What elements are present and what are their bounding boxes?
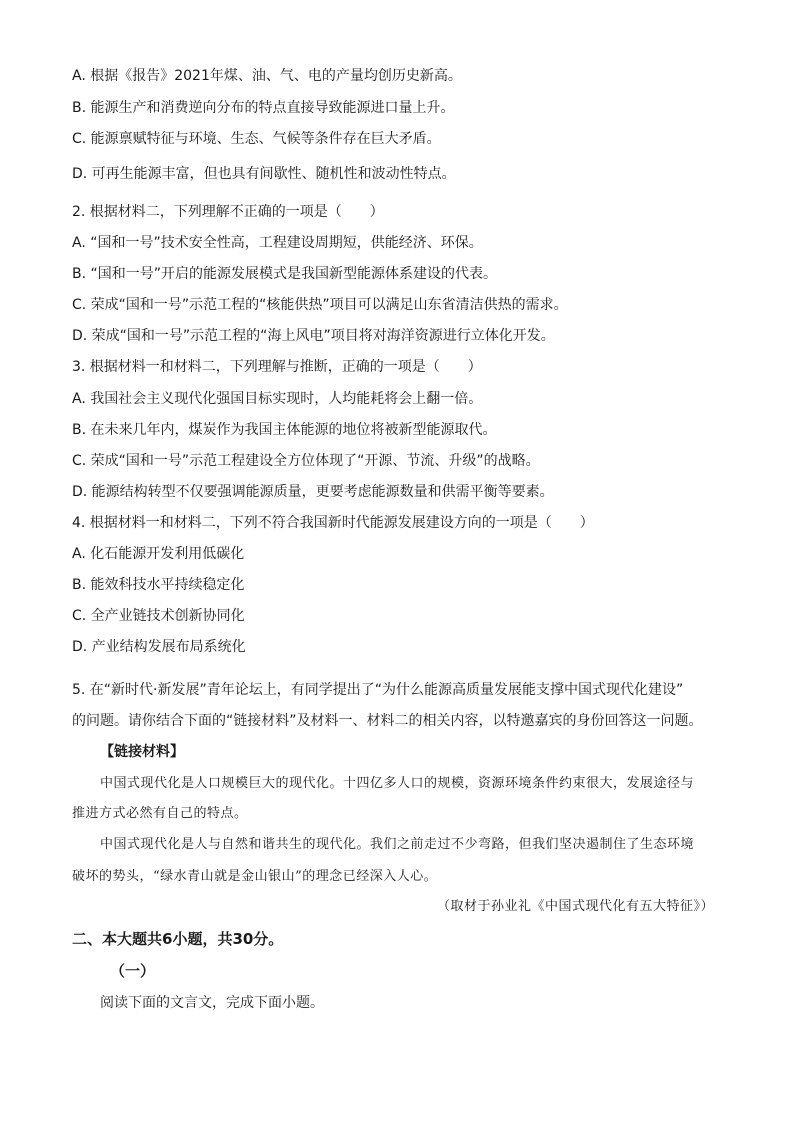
q4-option-d: D. 产业结构发展布局系统化	[72, 639, 246, 655]
q1-option-a: A. 根据《报告》2021年煤、油、气、电的产量均创历史新高。	[72, 68, 462, 84]
q3-option-a: A. 我国社会主义现代化强国目标实现时，人均能耗将会上翻一倍。	[72, 391, 483, 407]
q2-option-d: D. 荣成“国和一号”示范工程的“海上风电”项目将对海洋资源进行立体化开发。	[72, 328, 555, 344]
section2-instruction: 阅读下面的文言文，完成下面小题。	[100, 995, 324, 1011]
q2-option-a: A. “国和一号”技术安全性高，工程建设周期短，供能经济、环保。	[72, 235, 483, 251]
link-para1-line1: 中国式现代化是人口规模巨大的现代化。十四亿多人口的规模，资源环境条件约束很大，发展途径与	[100, 776, 695, 791]
section2-heading: 二、本大题共6小题，共30分。	[72, 930, 284, 948]
q2-option-c: C. 荣成“国和一号”示范工程的“核能供热”项目可以满足山东省清洁供热的需求。	[72, 297, 568, 313]
link-para2-line2: 破坏的势头，“绿水青山就是金山银山”的理念已经深入人心。	[72, 869, 438, 884]
q2-stem: 2. 根据材料二，下列理解不正确的一项是（ ）	[72, 204, 384, 220]
section2-subheading: （一）	[110, 962, 156, 980]
q4-option-b: B. 能效科技水平持续稳定化	[72, 577, 245, 593]
q3-option-c: C. 荣成“国和一号”示范工程建设全方位体现了“开源、节流、升级”的战略。	[72, 453, 540, 469]
q4-stem: 4. 根据材料一和材料二，下列不符合我国新时代能源发展建设方向的一项是（ ）	[72, 515, 594, 531]
q1-option-c: C. 能源禀赋特征与环境、生态、气候等条件存在巨大矛盾。	[72, 131, 441, 147]
q3-stem: 3. 根据材料一和材料二，下列理解与推断，正确的一项是（ ）	[72, 359, 482, 375]
q1-option-d: D. 可再生能源丰富，但也具有间歇性、随机性和波动性特点。	[72, 166, 456, 182]
q4-option-c: C. 全产业链技术创新协同化	[72, 608, 245, 624]
q3-option-d: D. 能源结构转型不仅要强调能源质量，更要考虑能源数量和供需平衡等要素。	[72, 484, 554, 500]
q5-stem-line2: 的问题。请你结合下面的“链接材料”及材料一、材料二的相关内容，以特邀嘉宾的身份回答这一问题。	[72, 713, 703, 729]
q5-stem-line1: 5. 在“新时代·新发展”青年论坛上，有同学提出了“为什么能源高质量发展能支撑中国式现代化建设”	[72, 682, 684, 698]
link-para2-line1: 中国式现代化是人与自然和谐共生的现代化。我们之前走过不少弯路，但我们坚决遏制住了生态环境	[100, 837, 695, 852]
link-para1-line2: 推进方式必然有自己的特点。	[72, 806, 248, 821]
q4-option-a: A. 化石能源开发利用低碳化	[72, 546, 245, 562]
link-source: （取材于孙业礼《中国式现代化有五大特征》）	[436, 899, 714, 914]
q2-option-b: B. “国和一号”开启的能源发展模式是我国新型能源体系建设的代表。	[72, 266, 498, 282]
link-material-title: 【链接材料】	[100, 744, 184, 760]
q3-option-b: B. 在未来几年内，煤炭作为我国主体能源的地位将被新型能源取代。	[72, 422, 497, 438]
q1-option-b: B. 能源生产和消费逆向分布的特点直接导致能源进口量上升。	[72, 100, 455, 116]
